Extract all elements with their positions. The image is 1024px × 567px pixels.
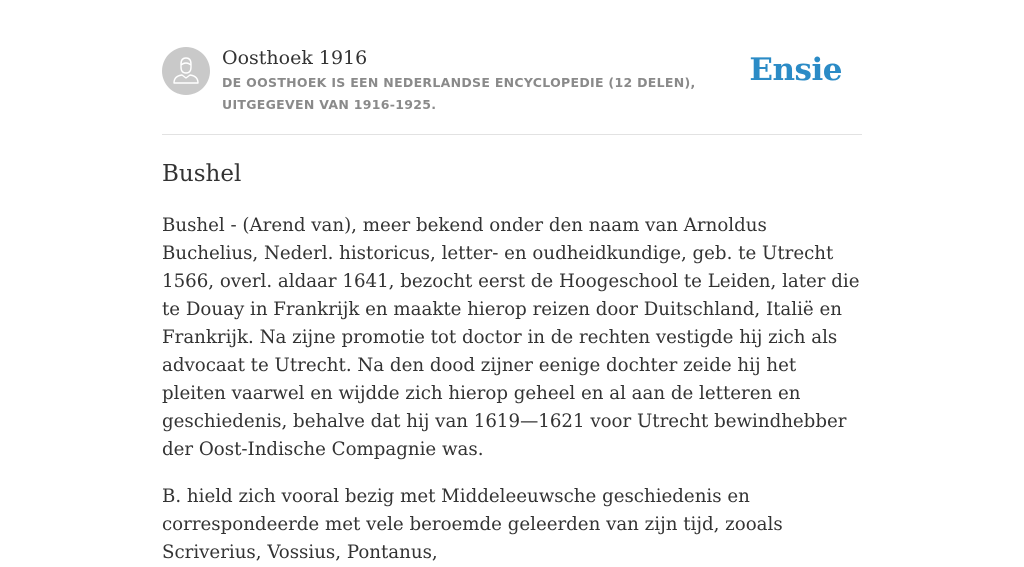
source-header [162, 0, 862, 135]
avatar[interactable] [162, 47, 210, 95]
article-title: Bushel [162, 161, 242, 187]
ensie-logo[interactable]: Ensie [749, 52, 842, 88]
source-description: DE OOSTHOEK IS EEN NEDERLANDSE ENCYCLOPEDIE (12 DELEN), UITGEGEVEN VAN 1916-1925. [222, 75, 696, 112]
page-content [162, 0, 862, 567]
source-title[interactable]: Oosthoek 1916 [222, 47, 368, 69]
article-paragraph: Bushel - (Arend van), meer bekend onder den naam van Arnoldus Buchelius, Nederl. historicus, letter- en oudheidkundige, geb. te Utrecht 1566, overl. aldaar 1641, bezocht eerst de Hoogeschool te Leiden, later die te Douay in Frankrijk en maakte hierop reizen door Duitschland, Italië en Frankrijk. Na zijne promotie tot doctor in de rechten vestigde hij zich als advocaat te Utrecht. Na den dood zijner eenige dochter zeide hij het pleiten vaarwel en wijdde zich hierop geheel en al aan de letteren en geschiedenis, behalve dat hij van 1619—1621 voor Utrecht bewindhebber der Oost-Indische Compagnie was. [162, 215, 860, 460]
user-icon [162, 47, 210, 95]
article-paragraph: B. hield zich vooral bezig met Middeleeuwsche geschiedenis en correspondeerde met vele beroemde geleerden van zijn tijd, zooals Scriverius, Vossius, Pontanus, [162, 486, 783, 563]
